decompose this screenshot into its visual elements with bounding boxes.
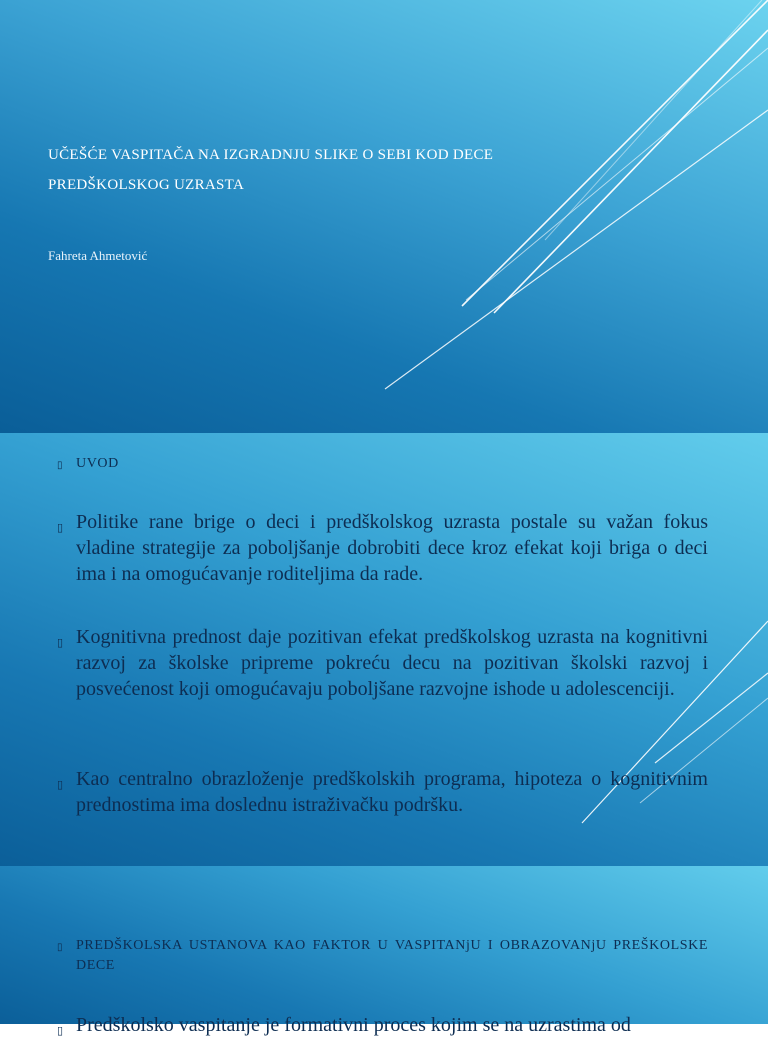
section-heading bbox=[57, 936, 708, 976]
decorative-lines bbox=[0, 0, 768, 433]
bullet-icon: ▯ bbox=[57, 460, 64, 471]
bullet-item bbox=[57, 1012, 708, 1038]
bullet-text: Predškolsko vaspitanje je formativni proces kojim se na uzrastima od bbox=[76, 1014, 631, 1036]
author-name: Fahreta Ahmetović bbox=[48, 248, 148, 263]
bullet-item bbox=[57, 624, 708, 702]
title-slide bbox=[0, 0, 768, 433]
bullet-icon: ▯ bbox=[57, 778, 64, 791]
bullet-icon: ▯ bbox=[57, 521, 64, 534]
institution-slide bbox=[0, 866, 768, 1037]
intro-heading bbox=[57, 454, 708, 474]
bullet-icon: ▯ bbox=[57, 1024, 64, 1037]
bullet-text: Kao centralno obrazloženje predškolskih programa, hipoteza o kognitivnim prednostima ima doslednu istraživačku podršku. bbox=[76, 768, 708, 816]
bullet-item bbox=[57, 509, 708, 587]
heading-text: UVOD bbox=[76, 456, 119, 471]
heading-text: PREDŠKOLSKA USTANOVA KAO FAKTOR U VASPITANjU I OBRAZOVANjU PREŠKOLSKE DECE bbox=[76, 938, 708, 973]
bullet-text: Kognitivna prednost daje pozitivan efekat predškolskog uzrasta na kognitivni razvoj za školske pripreme pokreću decu na pozitivan školski razvoj i posvećenost koji omogućavaju poboljšane razvojne ishode u adolescenciji. bbox=[76, 626, 708, 700]
slide-title: UČEŠĆE VASPITAČA NA IZGRADNJU SLIKE O SEBI KOD DECE PREDŠKOLSKOG UZRASTA bbox=[48, 147, 494, 193]
intro-slide bbox=[0, 433, 768, 866]
bullet-icon: ▯ bbox=[57, 636, 64, 649]
bullet-text: Politike rane brige o deci i predškolskog uzrasta postale su važan fokus vladine strategije za poboljšanje dobrobiti dece kroz efekat koji briga o deci ima i na omogućavanje roditeljima da rade. bbox=[76, 511, 708, 585]
bullet-item bbox=[57, 766, 708, 818]
bullet-icon: ▯ bbox=[57, 942, 64, 953]
